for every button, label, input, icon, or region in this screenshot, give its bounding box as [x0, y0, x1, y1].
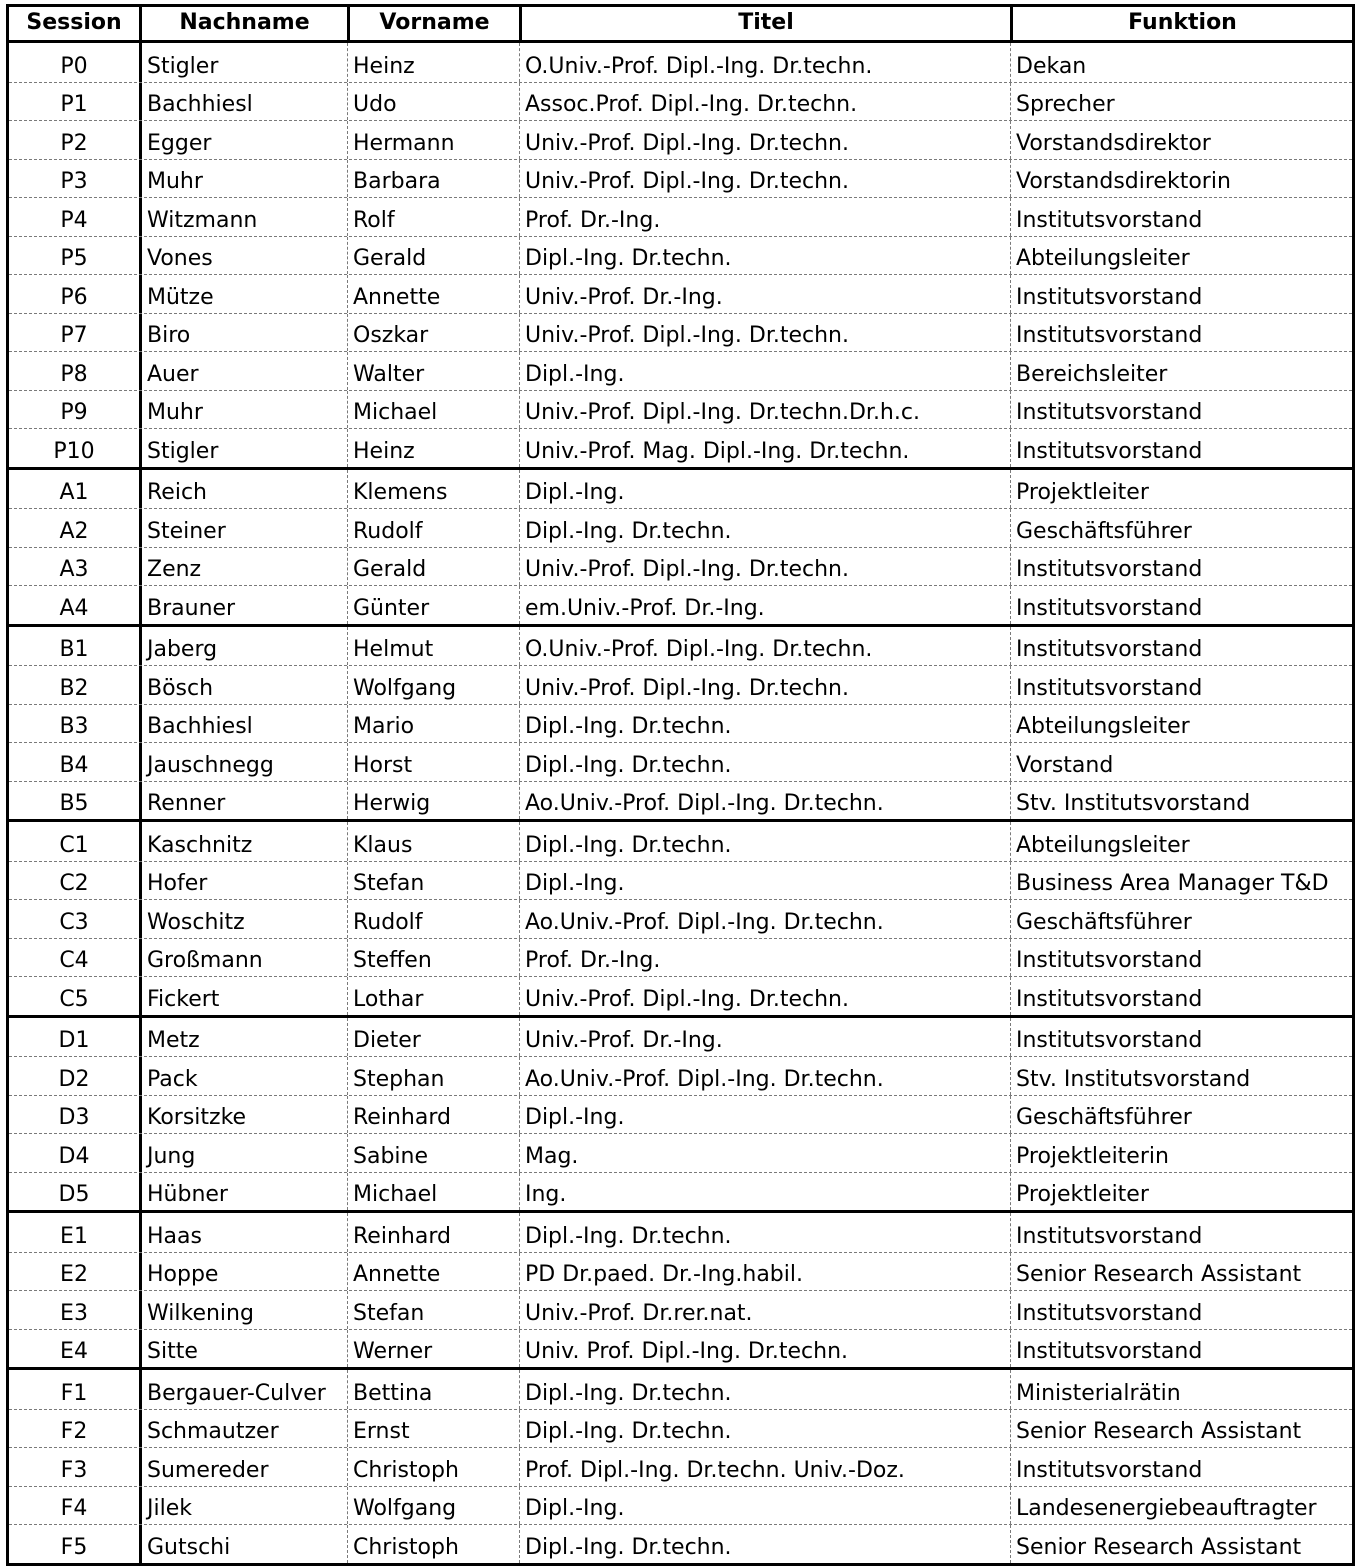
cell-funktion: Stv. Institutsvorstand — [1010, 1057, 1352, 1095]
table-header-row — [9, 7, 1352, 43]
cell-session: C2 — [59, 871, 89, 896]
cell-nachname: Schmautzer — [139, 1410, 347, 1448]
column-header-titel[interactable]: Titel — [519, 7, 1010, 40]
cell-vorname: Helmut — [347, 627, 519, 666]
cell-vorname: Wolfgang — [347, 666, 519, 704]
cell-nachname: Fickert — [139, 977, 347, 1015]
cell-titel: Assoc.Prof. Dipl.-Ing. Dr.techn. — [519, 83, 1010, 121]
session-group — [9, 1210, 1352, 1367]
cell-funktion: Senior Research Assistant — [1010, 1410, 1352, 1448]
cell-funktion: Institutsvorstand — [1010, 198, 1352, 236]
cell-funktion: Institutsvorstand — [1010, 977, 1352, 1015]
table-row[interactable] — [9, 43, 1352, 82]
cell-nachname: Haas — [139, 1213, 347, 1252]
cell-session: F4 — [60, 1496, 88, 1521]
cell-session: P5 — [60, 246, 88, 271]
column-header-nachname[interactable]: Nachname — [139, 7, 347, 40]
cell-vorname: Heinz — [347, 429, 519, 467]
cell-titel: Dipl.-Ing. Dr.techn. — [519, 1525, 1010, 1563]
cell-funktion: Institutsvorstand — [1010, 627, 1352, 666]
cell-funktion: Business Area Manager T&D — [1010, 862, 1352, 900]
cell-funktion: Dekan — [1010, 43, 1352, 82]
cell-vorname: Annette — [347, 1253, 519, 1291]
cell-nachname: Jaberg — [139, 627, 347, 666]
table-row[interactable] — [9, 197, 1352, 236]
cell-funktion: Institutsvorstand — [1010, 586, 1352, 624]
cell-titel: Dipl.-Ing. — [519, 352, 1010, 390]
cell-vorname: Rudolf — [347, 900, 519, 938]
cell-nachname: Pack — [139, 1057, 347, 1095]
cell-nachname: Sitte — [139, 1330, 347, 1368]
cell-nachname: Jilek — [139, 1487, 347, 1525]
cell-vorname: Werner — [347, 1330, 519, 1368]
cell-funktion: Sprecher — [1010, 83, 1352, 121]
cell-funktion: Institutsvorstand — [1010, 314, 1352, 352]
cell-funktion: Institutsvorstand — [1010, 275, 1352, 313]
cell-vorname: Hermann — [347, 121, 519, 159]
cell-titel: Prof. Dipl.-Ing. Dr.techn. Univ.-Doz. — [519, 1448, 1010, 1486]
table-row[interactable] — [9, 899, 1352, 938]
cell-session: F3 — [60, 1457, 88, 1483]
table-row[interactable] — [9, 236, 1352, 275]
cell-vorname: Heinz — [347, 43, 519, 82]
session-group — [9, 467, 1352, 624]
cell-vorname: Sabine — [347, 1134, 519, 1172]
table-row[interactable] — [9, 1486, 1352, 1525]
cell-titel: Univ.-Prof. Dr.-Ing. — [519, 1018, 1010, 1057]
cell-funktion: Geschäftsführer — [1010, 1096, 1352, 1134]
cell-funktion: Projektleiterin — [1010, 1134, 1352, 1172]
table-row[interactable] — [9, 1252, 1352, 1291]
table-row[interactable] — [9, 159, 1352, 198]
cell-nachname: Egger — [139, 121, 347, 159]
cell-funktion: Senior Research Assistant — [1010, 1253, 1352, 1291]
cell-vorname: Christoph — [347, 1448, 519, 1486]
table-row[interactable] — [9, 82, 1352, 121]
cell-nachname: Stigler — [139, 43, 347, 82]
session-group — [9, 43, 1352, 467]
table-row[interactable] — [9, 120, 1352, 159]
cell-nachname: Jauschnegg — [139, 743, 347, 781]
cell-funktion: Institutsvorstand — [1010, 1213, 1352, 1252]
cell-titel: PD Dr.paed. Dr.-Ing.habil. — [519, 1253, 1010, 1291]
cell-titel: Dipl.-Ing. Dr.techn. — [519, 822, 1010, 861]
cell-titel: Univ.-Prof. Dipl.-Ing. Dr.techn.Dr.h.c. — [519, 391, 1010, 429]
cell-vorname: Udo — [347, 83, 519, 121]
cell-session: A4 — [59, 595, 89, 621]
table-row[interactable] — [9, 742, 1352, 781]
cell-vorname: Wolfgang — [347, 1487, 519, 1525]
table-row[interactable] — [9, 1056, 1352, 1095]
cell-vorname: Günter — [347, 586, 519, 624]
cell-session: D4 — [58, 1143, 90, 1169]
cell-vorname: Gerald — [347, 548, 519, 586]
cell-nachname: Metz — [139, 1018, 347, 1057]
cell-nachname: Woschitz — [139, 900, 347, 938]
cell-titel: Univ.-Prof. Dr.-Ing. — [519, 275, 1010, 313]
cell-nachname: Bachhiesl — [139, 705, 347, 743]
column-header-session[interactable]: Session — [26, 10, 122, 35]
cell-nachname: Stigler — [139, 429, 347, 467]
cell-session: P6 — [60, 284, 88, 310]
cell-session: P3 — [60, 169, 88, 194]
cell-titel: Univ.-Prof. Dr.rer.nat. — [519, 1291, 1010, 1329]
cell-session: B5 — [59, 791, 89, 816]
cell-nachname: Witzmann — [139, 198, 347, 236]
cell-session: A2 — [59, 518, 89, 544]
cell-session: C4 — [59, 948, 89, 973]
cell-titel: Univ. Prof. Dipl.-Ing. Dr.techn. — [519, 1330, 1010, 1368]
cell-titel: Prof. Dr.-Ing. — [519, 939, 1010, 977]
cell-session: F1 — [60, 1380, 88, 1406]
cell-titel: Dipl.-Ing. — [519, 1487, 1010, 1525]
cell-vorname: Mario — [347, 705, 519, 743]
column-header-vorname[interactable]: Vorname — [347, 7, 519, 40]
cell-session: B2 — [59, 675, 89, 701]
table-row[interactable] — [9, 585, 1352, 624]
cell-titel: Univ.-Prof. Dipl.-Ing. Dr.techn. — [519, 121, 1010, 159]
cell-nachname: Reich — [139, 470, 347, 509]
cell-titel: em.Univ.-Prof. Dr.-Ing. — [519, 586, 1010, 624]
table-row[interactable] — [9, 1213, 1352, 1252]
cell-vorname: Stefan — [347, 862, 519, 900]
cell-vorname: Herwig — [347, 782, 519, 820]
table-row[interactable] — [9, 508, 1352, 547]
cell-nachname: Hoppe — [139, 1253, 347, 1291]
table-row[interactable] — [9, 822, 1352, 861]
cell-vorname: Reinhard — [347, 1213, 519, 1252]
cell-funktion: Institutsvorstand — [1010, 1018, 1352, 1057]
cell-nachname: Steiner — [139, 509, 347, 547]
cell-vorname: Bettina — [347, 1370, 519, 1409]
session-group — [9, 1367, 1352, 1563]
table-body — [9, 43, 1352, 1563]
cell-session: P7 — [60, 323, 88, 348]
cell-session: P0 — [60, 53, 88, 79]
table-row[interactable] — [9, 1172, 1352, 1211]
table-row[interactable] — [9, 1329, 1352, 1368]
cell-funktion: Senior Research Assistant — [1010, 1525, 1352, 1563]
cell-nachname: Zenz — [139, 548, 347, 586]
table-row[interactable] — [9, 1095, 1352, 1134]
cell-vorname: Horst — [347, 743, 519, 781]
table-row[interactable] — [9, 1524, 1352, 1563]
session-group — [9, 819, 1352, 1015]
cell-funktion: Geschäftsführer — [1010, 900, 1352, 938]
cell-titel: Ao.Univ.-Prof. Dipl.-Ing. Dr.techn. — [519, 900, 1010, 938]
cell-nachname: Korsitzke — [139, 1096, 347, 1134]
cell-titel: Univ.-Prof. Dipl.-Ing. Dr.techn. — [519, 977, 1010, 1015]
cell-session: A3 — [59, 557, 89, 582]
cell-session: D2 — [58, 1066, 90, 1092]
cell-nachname: Jung — [139, 1134, 347, 1172]
cell-titel: Dipl.-Ing. Dr.techn. — [519, 705, 1010, 743]
cell-titel: Ing. — [519, 1173, 1010, 1211]
table-row[interactable] — [9, 1290, 1352, 1329]
cell-funktion: Institutsvorstand — [1010, 1330, 1352, 1368]
table-row[interactable] — [9, 627, 1352, 666]
cell-titel: Dipl.-Ing. — [519, 862, 1010, 900]
cell-funktion: Institutsvorstand — [1010, 429, 1352, 467]
cell-nachname: Sumereder — [139, 1448, 347, 1486]
cell-funktion: Institutsvorstand — [1010, 666, 1352, 704]
table-row[interactable] — [9, 1018, 1352, 1057]
cell-vorname: Stefan — [347, 1291, 519, 1329]
table-row[interactable] — [9, 704, 1352, 743]
cell-session: P2 — [60, 130, 88, 156]
table-row[interactable] — [9, 1133, 1352, 1172]
cell-vorname: Lothar — [347, 977, 519, 1015]
cell-vorname: Christoph — [347, 1525, 519, 1563]
cell-vorname: Rolf — [347, 198, 519, 236]
cell-titel: Prof. Dr.-Ing. — [519, 198, 1010, 236]
table-row[interactable] — [9, 1370, 1352, 1409]
cell-nachname: Gutschi — [139, 1525, 347, 1563]
cell-vorname: Gerald — [347, 237, 519, 275]
cell-titel: Univ.-Prof. Dipl.-Ing. Dr.techn. — [519, 666, 1010, 704]
table-row[interactable] — [9, 1409, 1352, 1448]
cell-session: D5 — [58, 1182, 90, 1207]
cell-nachname: Muhr — [139, 391, 347, 429]
table-row[interactable] — [9, 313, 1352, 352]
cell-session: C1 — [59, 832, 89, 858]
cell-nachname: Kaschnitz — [139, 822, 347, 861]
session-group — [9, 624, 1352, 820]
cell-vorname: Steffen — [347, 939, 519, 977]
cell-funktion: Vorstandsdirektor — [1010, 121, 1352, 159]
cell-vorname: Barbara — [347, 160, 519, 198]
cell-funktion: Landesenergiebeauftragter — [1010, 1487, 1352, 1525]
cell-titel: Mag. — [519, 1134, 1010, 1172]
cell-funktion: Projektleiter — [1010, 1173, 1352, 1211]
cell-titel: Univ.-Prof. Dipl.-Ing. Dr.techn. — [519, 160, 1010, 198]
table-row[interactable] — [9, 938, 1352, 977]
cell-funktion: Abteilungsleiter — [1010, 237, 1352, 275]
cell-titel: O.Univ.-Prof. Dipl.-Ing. Dr.techn. — [519, 43, 1010, 82]
cell-funktion: Bereichsleiter — [1010, 352, 1352, 390]
cell-nachname: Bösch — [139, 666, 347, 704]
cell-session: D3 — [58, 1105, 90, 1130]
cell-session: E4 — [60, 1339, 88, 1364]
cell-titel: Ao.Univ.-Prof. Dipl.-Ing. Dr.techn. — [519, 1057, 1010, 1095]
cell-vorname: Reinhard — [347, 1096, 519, 1134]
cell-titel: Dipl.-Ing. Dr.techn. — [519, 1370, 1010, 1409]
cell-funktion: Stv. Institutsvorstand — [1010, 782, 1352, 820]
cell-vorname: Rudolf — [347, 509, 519, 547]
cell-nachname: Brauner — [139, 586, 347, 624]
cell-titel: Ao.Univ.-Prof. Dipl.-Ing. Dr.techn. — [519, 782, 1010, 820]
cell-titel: Dipl.-Ing. — [519, 1096, 1010, 1134]
cell-session: F2 — [60, 1419, 88, 1444]
cell-nachname: Bachhiesl — [139, 83, 347, 121]
cell-nachname: Renner — [139, 782, 347, 820]
session-table — [6, 4, 1355, 1566]
table-row[interactable] — [9, 274, 1352, 313]
cell-nachname: Bergauer-Culver — [139, 1370, 347, 1409]
cell-session: P10 — [53, 438, 95, 464]
cell-session: E3 — [60, 1300, 88, 1326]
cell-nachname: Biro — [139, 314, 347, 352]
cell-titel: Univ.-Prof. Mag. Dipl.-Ing. Dr.techn. — [519, 429, 1010, 467]
cell-session: D1 — [58, 1028, 90, 1053]
table-row[interactable] — [9, 470, 1352, 509]
cell-titel: Dipl.-Ing. Dr.techn. — [519, 743, 1010, 781]
table-row[interactable] — [9, 861, 1352, 900]
cell-session: P8 — [60, 361, 88, 387]
cell-vorname: Michael — [347, 391, 519, 429]
table-row[interactable] — [9, 781, 1352, 820]
table-row[interactable] — [9, 976, 1352, 1015]
cell-nachname: Vones — [139, 237, 347, 275]
table-row[interactable] — [9, 351, 1352, 390]
cell-session: C5 — [59, 986, 89, 1012]
cell-funktion: Ministerialrätin — [1010, 1370, 1352, 1409]
cell-nachname: Hofer — [139, 862, 347, 900]
table-row[interactable] — [9, 665, 1352, 704]
cell-session: F5 — [60, 1534, 88, 1560]
cell-vorname: Stephan — [347, 1057, 519, 1095]
cell-session: C3 — [59, 909, 89, 935]
cell-titel: Univ.-Prof. Dipl.-Ing. Dr.techn. — [519, 548, 1010, 586]
cell-session: B3 — [59, 714, 89, 739]
cell-session: B1 — [59, 637, 89, 662]
cell-titel: Dipl.-Ing. Dr.techn. — [519, 1213, 1010, 1252]
cell-vorname: Annette — [347, 275, 519, 313]
table-row[interactable] — [9, 390, 1352, 429]
cell-funktion: Abteilungsleiter — [1010, 705, 1352, 743]
cell-nachname: Muhr — [139, 160, 347, 198]
cell-funktion: Institutsvorstand — [1010, 548, 1352, 586]
cell-session: P4 — [60, 207, 88, 233]
cell-funktion: Projektleiter — [1010, 470, 1352, 509]
cell-session: E1 — [60, 1223, 88, 1249]
session-group — [9, 1015, 1352, 1211]
cell-nachname: Mütze — [139, 275, 347, 313]
cell-funktion: Geschäftsführer — [1010, 509, 1352, 547]
cell-titel: Dipl.-Ing. Dr.techn. — [519, 237, 1010, 275]
table-row[interactable] — [9, 1447, 1352, 1486]
cell-funktion: Vorstand — [1010, 743, 1352, 781]
cell-funktion: Abteilungsleiter — [1010, 822, 1352, 861]
cell-session: P1 — [60, 92, 88, 117]
cell-vorname: Michael — [347, 1173, 519, 1211]
cell-nachname: Auer — [139, 352, 347, 390]
cell-nachname: Hübner — [139, 1173, 347, 1211]
cell-funktion: Vorstandsdirektorin — [1010, 160, 1352, 198]
table-row[interactable] — [9, 428, 1352, 467]
cell-nachname: Großmann — [139, 939, 347, 977]
cell-titel: O.Univ.-Prof. Dipl.-Ing. Dr.techn. — [519, 627, 1010, 666]
cell-session: B4 — [59, 752, 89, 778]
cell-titel: Dipl.-Ing. Dr.techn. — [519, 509, 1010, 547]
table-row[interactable] — [9, 547, 1352, 586]
cell-funktion: Institutsvorstand — [1010, 1291, 1352, 1329]
cell-vorname: Ernst — [347, 1410, 519, 1448]
cell-vorname: Walter — [347, 352, 519, 390]
cell-session: A1 — [59, 480, 89, 505]
cell-funktion: Institutsvorstand — [1010, 1448, 1352, 1486]
cell-vorname: Klemens — [347, 470, 519, 509]
cell-vorname: Dieter — [347, 1018, 519, 1057]
cell-funktion: Institutsvorstand — [1010, 939, 1352, 977]
cell-titel: Univ.-Prof. Dipl.-Ing. Dr.techn. — [519, 314, 1010, 352]
cell-vorname: Oszkar — [347, 314, 519, 352]
cell-vorname: Klaus — [347, 822, 519, 861]
cell-funktion: Institutsvorstand — [1010, 391, 1352, 429]
column-header-funktion[interactable]: Funktion — [1010, 7, 1352, 40]
cell-session: P9 — [60, 400, 88, 425]
cell-titel: Dipl.-Ing. — [519, 470, 1010, 509]
cell-nachname: Wilkening — [139, 1291, 347, 1329]
cell-session: E2 — [60, 1262, 88, 1287]
cell-titel: Dipl.-Ing. Dr.techn. — [519, 1410, 1010, 1448]
